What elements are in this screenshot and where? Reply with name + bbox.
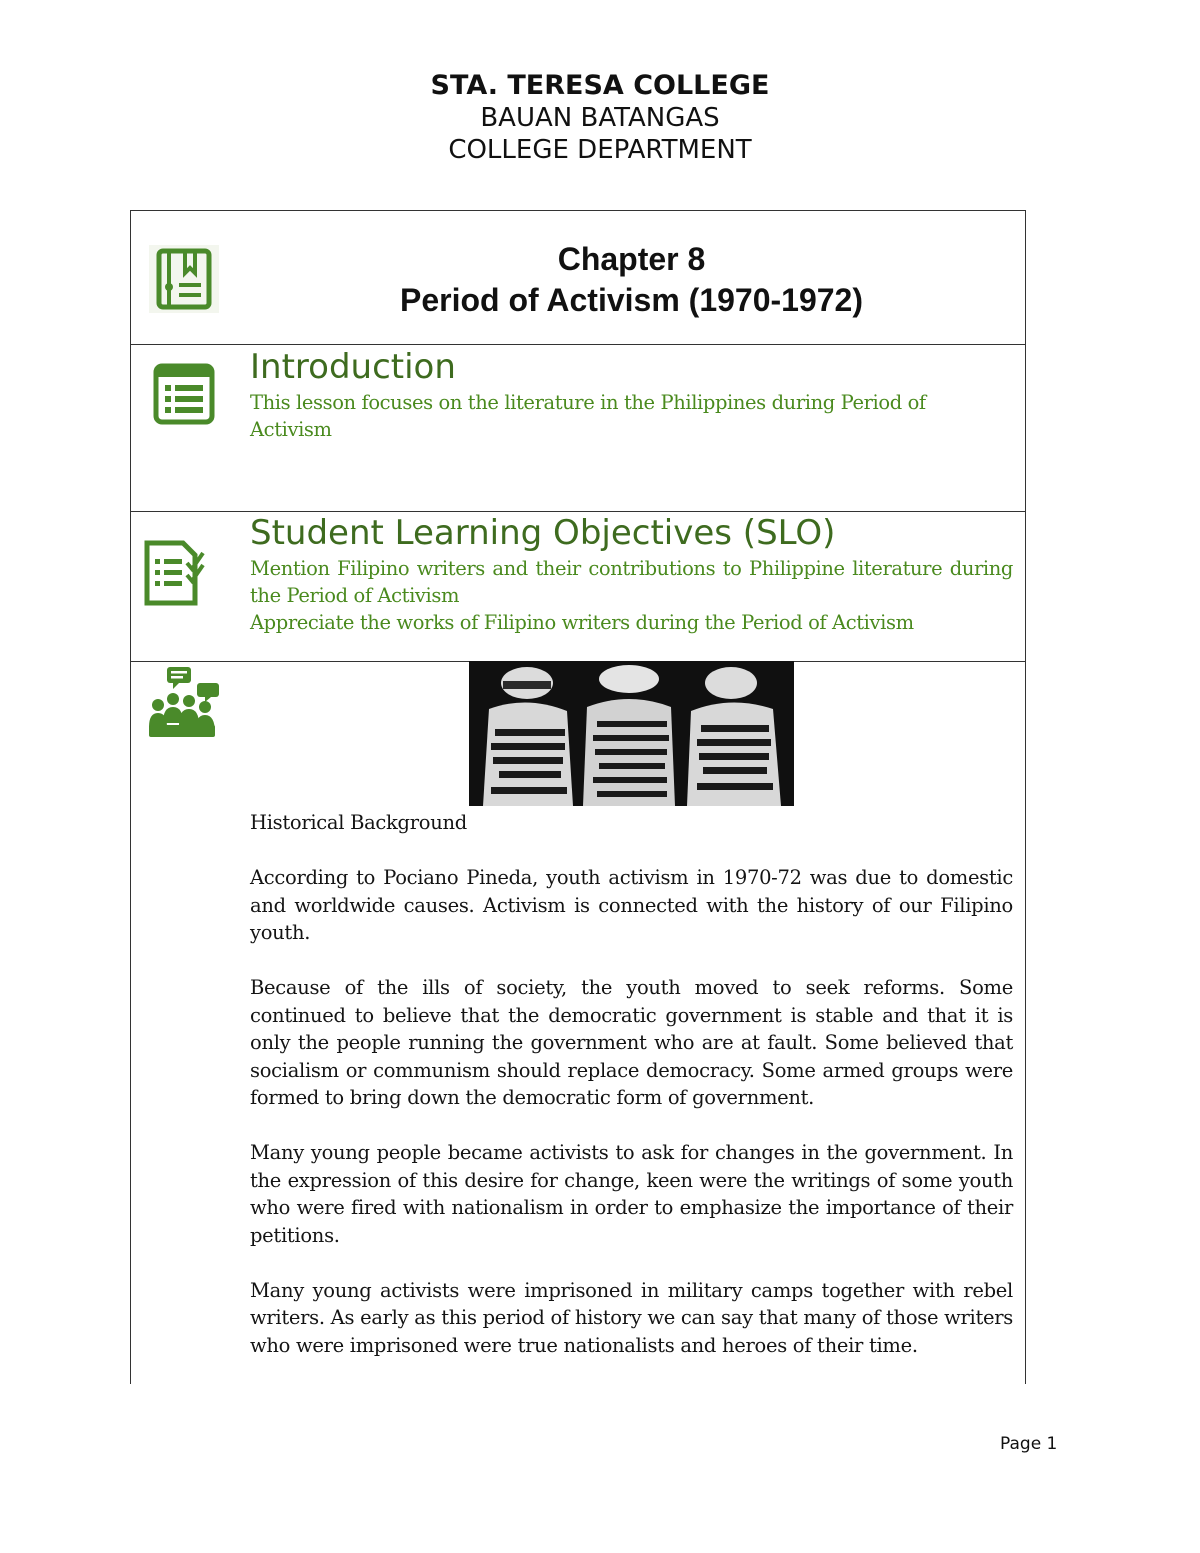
- chapter-title-row: [130, 210, 1026, 345]
- activists-protest-image: [469, 661, 794, 806]
- discussion-group-icon: [149, 665, 223, 743]
- chapter-subtitle: Period of Activism (1970-1972): [400, 282, 863, 318]
- objectives-row: [130, 511, 1026, 662]
- school-location: BAUAN BATANGAS: [480, 103, 720, 133]
- paragraph-1: According to Pociano Pineda, youth activism in 1970-72 was due to domestic and worldwide causes. Activism is connected with the history of our Filipino youth.: [250, 866, 1013, 944]
- chapter-number: Chapter 8: [557, 241, 706, 277]
- page-number: Page 1: [1000, 1434, 1058, 1454]
- objective-item-1: Mention Filipino writers and their contributions to Philippine literature during the Period of Activism: [250, 557, 1013, 607]
- lesson-content-row: [130, 661, 1026, 1384]
- chapter-title: [250, 239, 1013, 321]
- book-icon: [149, 245, 219, 317]
- paragraph-3: Many young people became activists to ask for changes in the government. In the expression of this desire for change, keen were the writings of some youth who were fired with nationalism in order to emphasize the importance of their petitions.: [250, 1141, 1013, 1247]
- lesson-body: [250, 809, 1013, 1387]
- checklist-icon: [143, 539, 207, 611]
- introduction-text: This lesson focuses on the literature in the Philippines during Period of Activism: [250, 391, 926, 441]
- paragraph-2: Because of the ills of society, the youth moved to seek reforms. Some continued to believe that the democratic government is stable and that it is only the people running the government who are at fault. Some believed that socialism or communism should replace democracy. Some armed groups were formed to bring down the democratic form of government.: [250, 976, 1013, 1109]
- department-name: COLLEGE DEPARTMENT: [448, 135, 752, 165]
- introduction-heading: Introduction: [250, 347, 456, 387]
- objective-item-2: Appreciate the works of Filipino writers during the Period of Activism: [250, 611, 914, 634]
- paragraph-4: Many young activists were imprisoned in military camps together with rebel writers. As early as this period of history we can say that many of those writers who were imprisoned were true nationalists and heroes of their time.: [250, 1278, 1013, 1357]
- introduction-row: [130, 343, 1026, 512]
- objectives-heading: Student Learning Objectives (SLO): [250, 513, 836, 553]
- list-document-icon: [153, 363, 215, 429]
- school-name: STA. TERESA COLLEGE: [430, 70, 770, 101]
- document-header: [0, 70, 1200, 166]
- section-title: Historical Background: [250, 811, 467, 834]
